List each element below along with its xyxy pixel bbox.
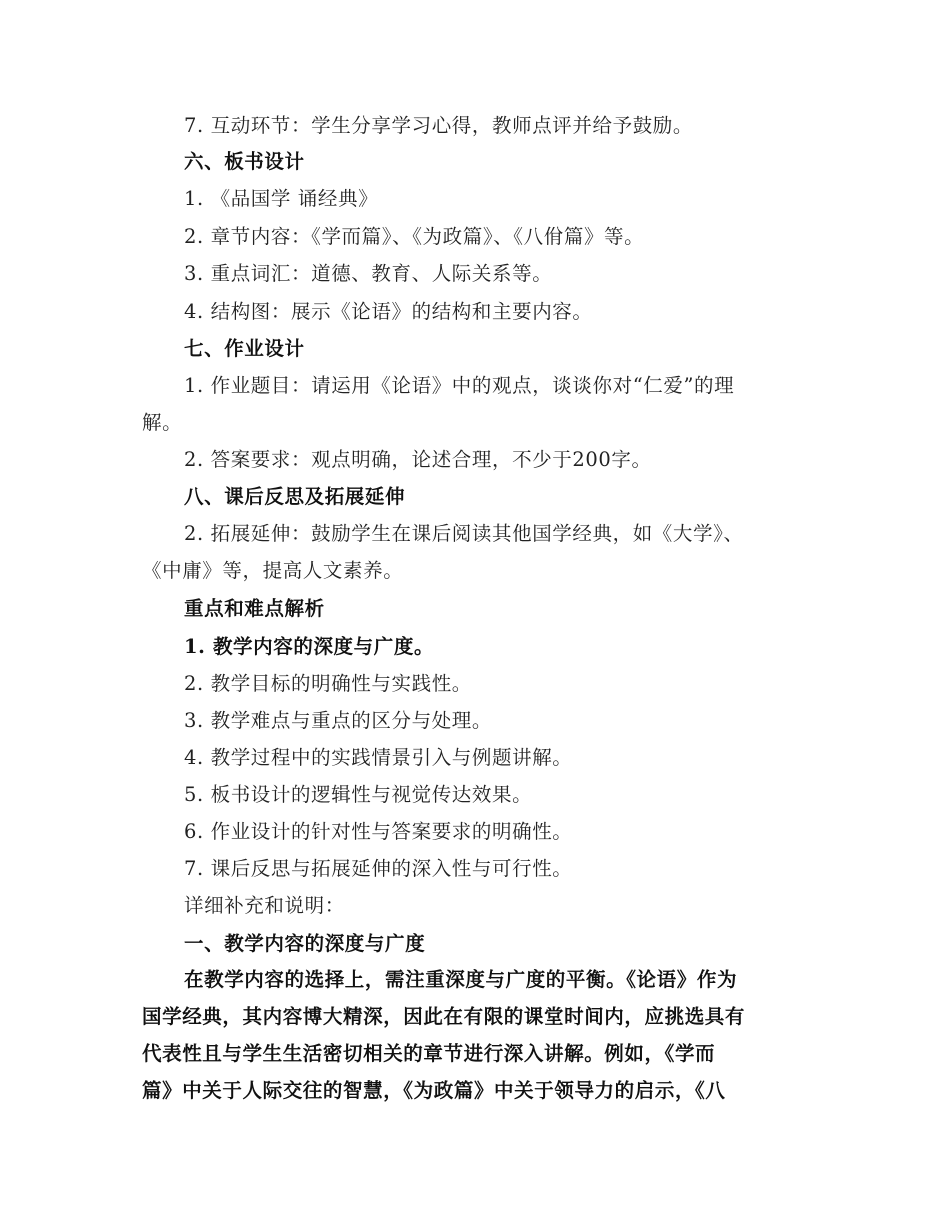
heading-line: 重点和难点解析 (184, 597, 325, 620)
heading-line: 在教学内容的选择上，需注重深度与广度的平衡。《论语》作为 (184, 968, 738, 991)
heading-line: 七、作业设计 (184, 337, 305, 360)
text-line: 1. 作业题目：请运用《论语》中的观点，谈谈你对“仁爱”的理 (184, 374, 735, 397)
text-line: 3. 教学难点与重点的区分与处理。 (184, 709, 493, 732)
heading-line: 八、课后反思及拓展延伸 (184, 485, 406, 508)
heading-line: 篇》中关于人际交往的智慧，《为政篇》中关于领导力的启示，《八 (142, 1079, 726, 1102)
text-line: 7. 课后反思与拓展延伸的深入性与可行性。 (184, 857, 573, 880)
text-line: 2. 章节内容：《学而篇》、《为政篇》、《八佾篇》等。 (184, 225, 645, 248)
text-line: 7. 互动环节：学生分享学习心得，教师点评并给予鼓励。 (184, 114, 694, 137)
heading-line: 国学经典，其内容博大精深，因此在有限的课堂时间内，应挑选具有 (142, 1005, 746, 1028)
text-line: 2. 教学目标的明确性与实践性。 (184, 672, 472, 695)
text-line: 4. 教学过程中的实践情景引入与例题讲解。 (184, 746, 573, 769)
text-line: 《中庸》等，提高人文素养。 (142, 559, 404, 582)
text-line: 3. 重点词汇：道德、教育、人际关系等。 (184, 262, 553, 285)
text-line: 6. 作业设计的针对性与答案要求的明确性。 (184, 820, 573, 843)
text-line: 详细补充和说明： (184, 894, 345, 917)
heading-line: 六、板书设计 (184, 150, 305, 173)
text-line: 2. 拓展延伸：鼓励学生在课后阅读其他国学经典，如《大学》、 (184, 522, 744, 545)
text-line: 5. 板书设计的逻辑性与视觉传达效果。 (184, 783, 533, 806)
text-line: 解。 (142, 411, 183, 434)
text-line: 1. 《品国学 诵经典》 (184, 187, 379, 210)
heading-line: 一、教学内容的深度与广度 (184, 932, 426, 955)
text-line: 4. 结构图：展示《论语》的结构和主要内容。 (184, 300, 593, 323)
heading-line: 1. 教学内容的深度与广度。 (184, 635, 435, 658)
text-line: 2. 答案要求：观点明确，论述合理，不少于200字。 (184, 448, 652, 471)
heading-line: 代表性且与学生生活密切相关的章节进行深入讲解。例如，《学而 (142, 1042, 716, 1065)
